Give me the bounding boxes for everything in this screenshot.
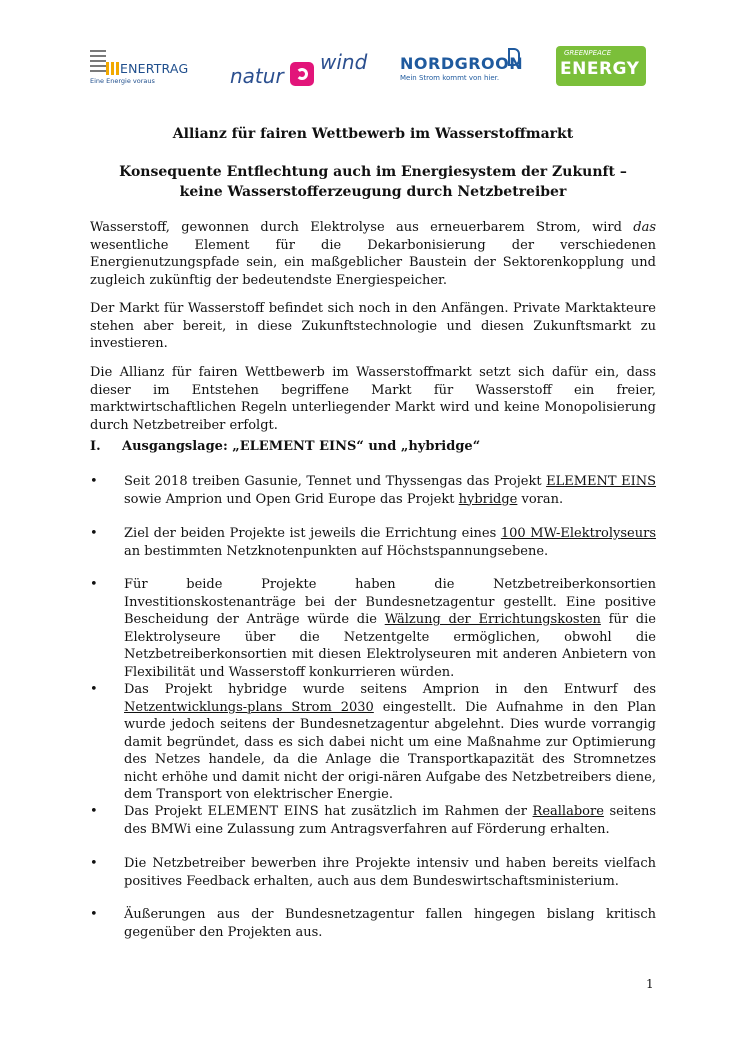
nordgroon-wordmark: NORDGROON (400, 54, 524, 73)
bullet-icon: • (90, 907, 98, 922)
enertrag-logo (86, 46, 208, 90)
bullet-icon: • (90, 804, 98, 819)
section-heading (90, 439, 480, 454)
naturstrom-right-text: wind (320, 50, 368, 74)
bullet-icon: • (90, 856, 98, 871)
subtitle-line-1: Konsequente Entflechtung auch im Energiesystem der Zukunft – (119, 164, 627, 180)
link-element-eins[interactable]: ELEMENT EINS (546, 474, 656, 489)
nordgroon-logo (398, 46, 528, 90)
link-reallabore[interactable]: Reallabore (532, 804, 604, 819)
partner-logos (86, 46, 662, 90)
list-item-text: Das Projekt hybridge wurde seitens Amprion in den Entwurf des Netzentwicklungs-plans Strom 2030 eingestellt. Die Aufnahme in den Plan wurde jedoch seitens der Bundesnetzagentur abgelehnt. Dies wurde vorrangig damit begründet, dass es sich dabei nicht um eine Maßnahme zur Optimierung des Netzes handele, da die Anlage die Transportkapazität des Stromnetzes nicht erhöhe und damit nicht der origi-nären Aufgabe des Netzbetreibers diene, dem Transport von elektrischer Energie. (124, 682, 656, 802)
list-item-text: Für beide Projekte haben die Netzbetreiberkonsortien Investitionskostenanträge bei der Bundesnetzagentur gestellt. Eine positive Bescheidung der Anträge würde die Wälzung der Errichtungskosten für die Elektrolyseure über die Netzentgelte ermöglichen, obwohl die Netzbetreiberkonsortien mit diesen Elektrolyseuren mit anderen Anbietern von Flexibilität und Wasserstoff konkurrieren würden. (124, 577, 656, 680)
nordgroon-tagline: Mein Strom kommt von hier. (400, 74, 500, 82)
nordgroon-flag-icon (508, 48, 520, 66)
link-100mw-elektrolyseur[interactable]: 100 MW-Elektrolyseurs (500, 526, 656, 541)
energy-text: ENERGY (560, 59, 640, 79)
document-title: Allianz für fairen Wettbewerb im Wasserstoffmarkt (172, 126, 574, 142)
p1-text-b: wesentliche Element für die Dekarbonisierung der verschiedenen Energienutzungspfade sein, ein maßgeblicher Baustein der Sektorenkopplung und zugleich zukünftig der bedeutendste Energiespeicher. (90, 237, 656, 288)
subtitle-line-2: keine Wasserstofferzeugung durch Netzbetreiber (179, 184, 567, 200)
intro-paragraph-3: Die Allianz für fairen Wettbewerb im Wasserstoffmarkt setzt sich dafür ein, dass dieser im Entstehen begriffene Markt für Wasserstoff ein freier, marktwirtschaftlichen Regeln unterliegender Markt wird und keine Monopolisierung durch Netzbetreiber erfolgt. (90, 365, 656, 433)
list-item-text: Seit 2018 treiben Gasunie, Tennet und Thyssengas das Projekt ELEMENT EINS sowie Amprion und Open Grid Europe das Projekt hybridge voran. (124, 474, 656, 507)
naturstrom-left-text: natur (230, 64, 284, 88)
document-subtitle (0, 162, 746, 202)
link-hybridge[interactable]: hybridge (458, 491, 518, 507)
bullet-icon: • (90, 577, 98, 592)
naturstrom-mark-icon (290, 62, 314, 86)
list-item-text: Ziel der beiden Projekte ist jeweils die Errichtung eines 100 MW-Elektrolyseurs an bestimmten Netzknotenpunkten auf Höchstspannungsebene. (124, 526, 656, 559)
link-netzentwicklungsplan[interactable]: Netzentwicklungs-plans Strom 2030 (124, 699, 374, 715)
section-title: Ausgangslage: „ELEMENT EINS“ und „hybridge“ (122, 439, 481, 454)
intro-paragraph-1 (90, 219, 656, 289)
section-number: I. (90, 439, 101, 454)
greenpeace-energy-logo (556, 46, 646, 86)
enertrag-wordmark: ENERTRAG (120, 61, 189, 76)
list-item-text: Äußerungen aus der Bundesnetzagentur fallen hingegen bislang kritisch gegenüber den Projekten aus. (124, 907, 656, 940)
bullet-icon: • (90, 526, 98, 541)
naturstrom-logo (230, 46, 380, 90)
p1-emphasis: das (633, 220, 656, 235)
bullet-icon: • (90, 474, 98, 489)
enertrag-tagline: Eine Energie voraus (90, 77, 155, 85)
link-waelzung-errichtungskosten[interactable]: Wälzung der Errichtungskosten (384, 612, 601, 627)
list-item-text: Die Netzbetreiber bewerben ihre Projekte intensiv und haben bereits vielfach positives Feedback erhalten, auch aus dem Bundeswirtschaftsministerium. (124, 856, 656, 889)
page-number: 1 (646, 977, 654, 991)
bullet-icon: • (90, 682, 98, 697)
p1-text-a: Wasserstoff, gewonnen durch Elektrolyse aus erneuerbarem Strom, wird (90, 220, 634, 235)
intro-paragraph-2: Der Markt für Wasserstoff befindet sich noch in den Anfängen. Private Marktakteure stehen aber bereit, in diese Zukunftstechnologie und diesen Zukunftsmarkt zu investieren. (90, 301, 656, 351)
greenpeace-text: GREENPEACE (564, 49, 612, 57)
list-item-text: Das Projekt ELEMENT EINS hat zusätzlich im Rahmen der Reallabore seitens des BMWi eine Zulassung zum Antragsverfahren auf Förderung erhalten. (124, 804, 656, 837)
